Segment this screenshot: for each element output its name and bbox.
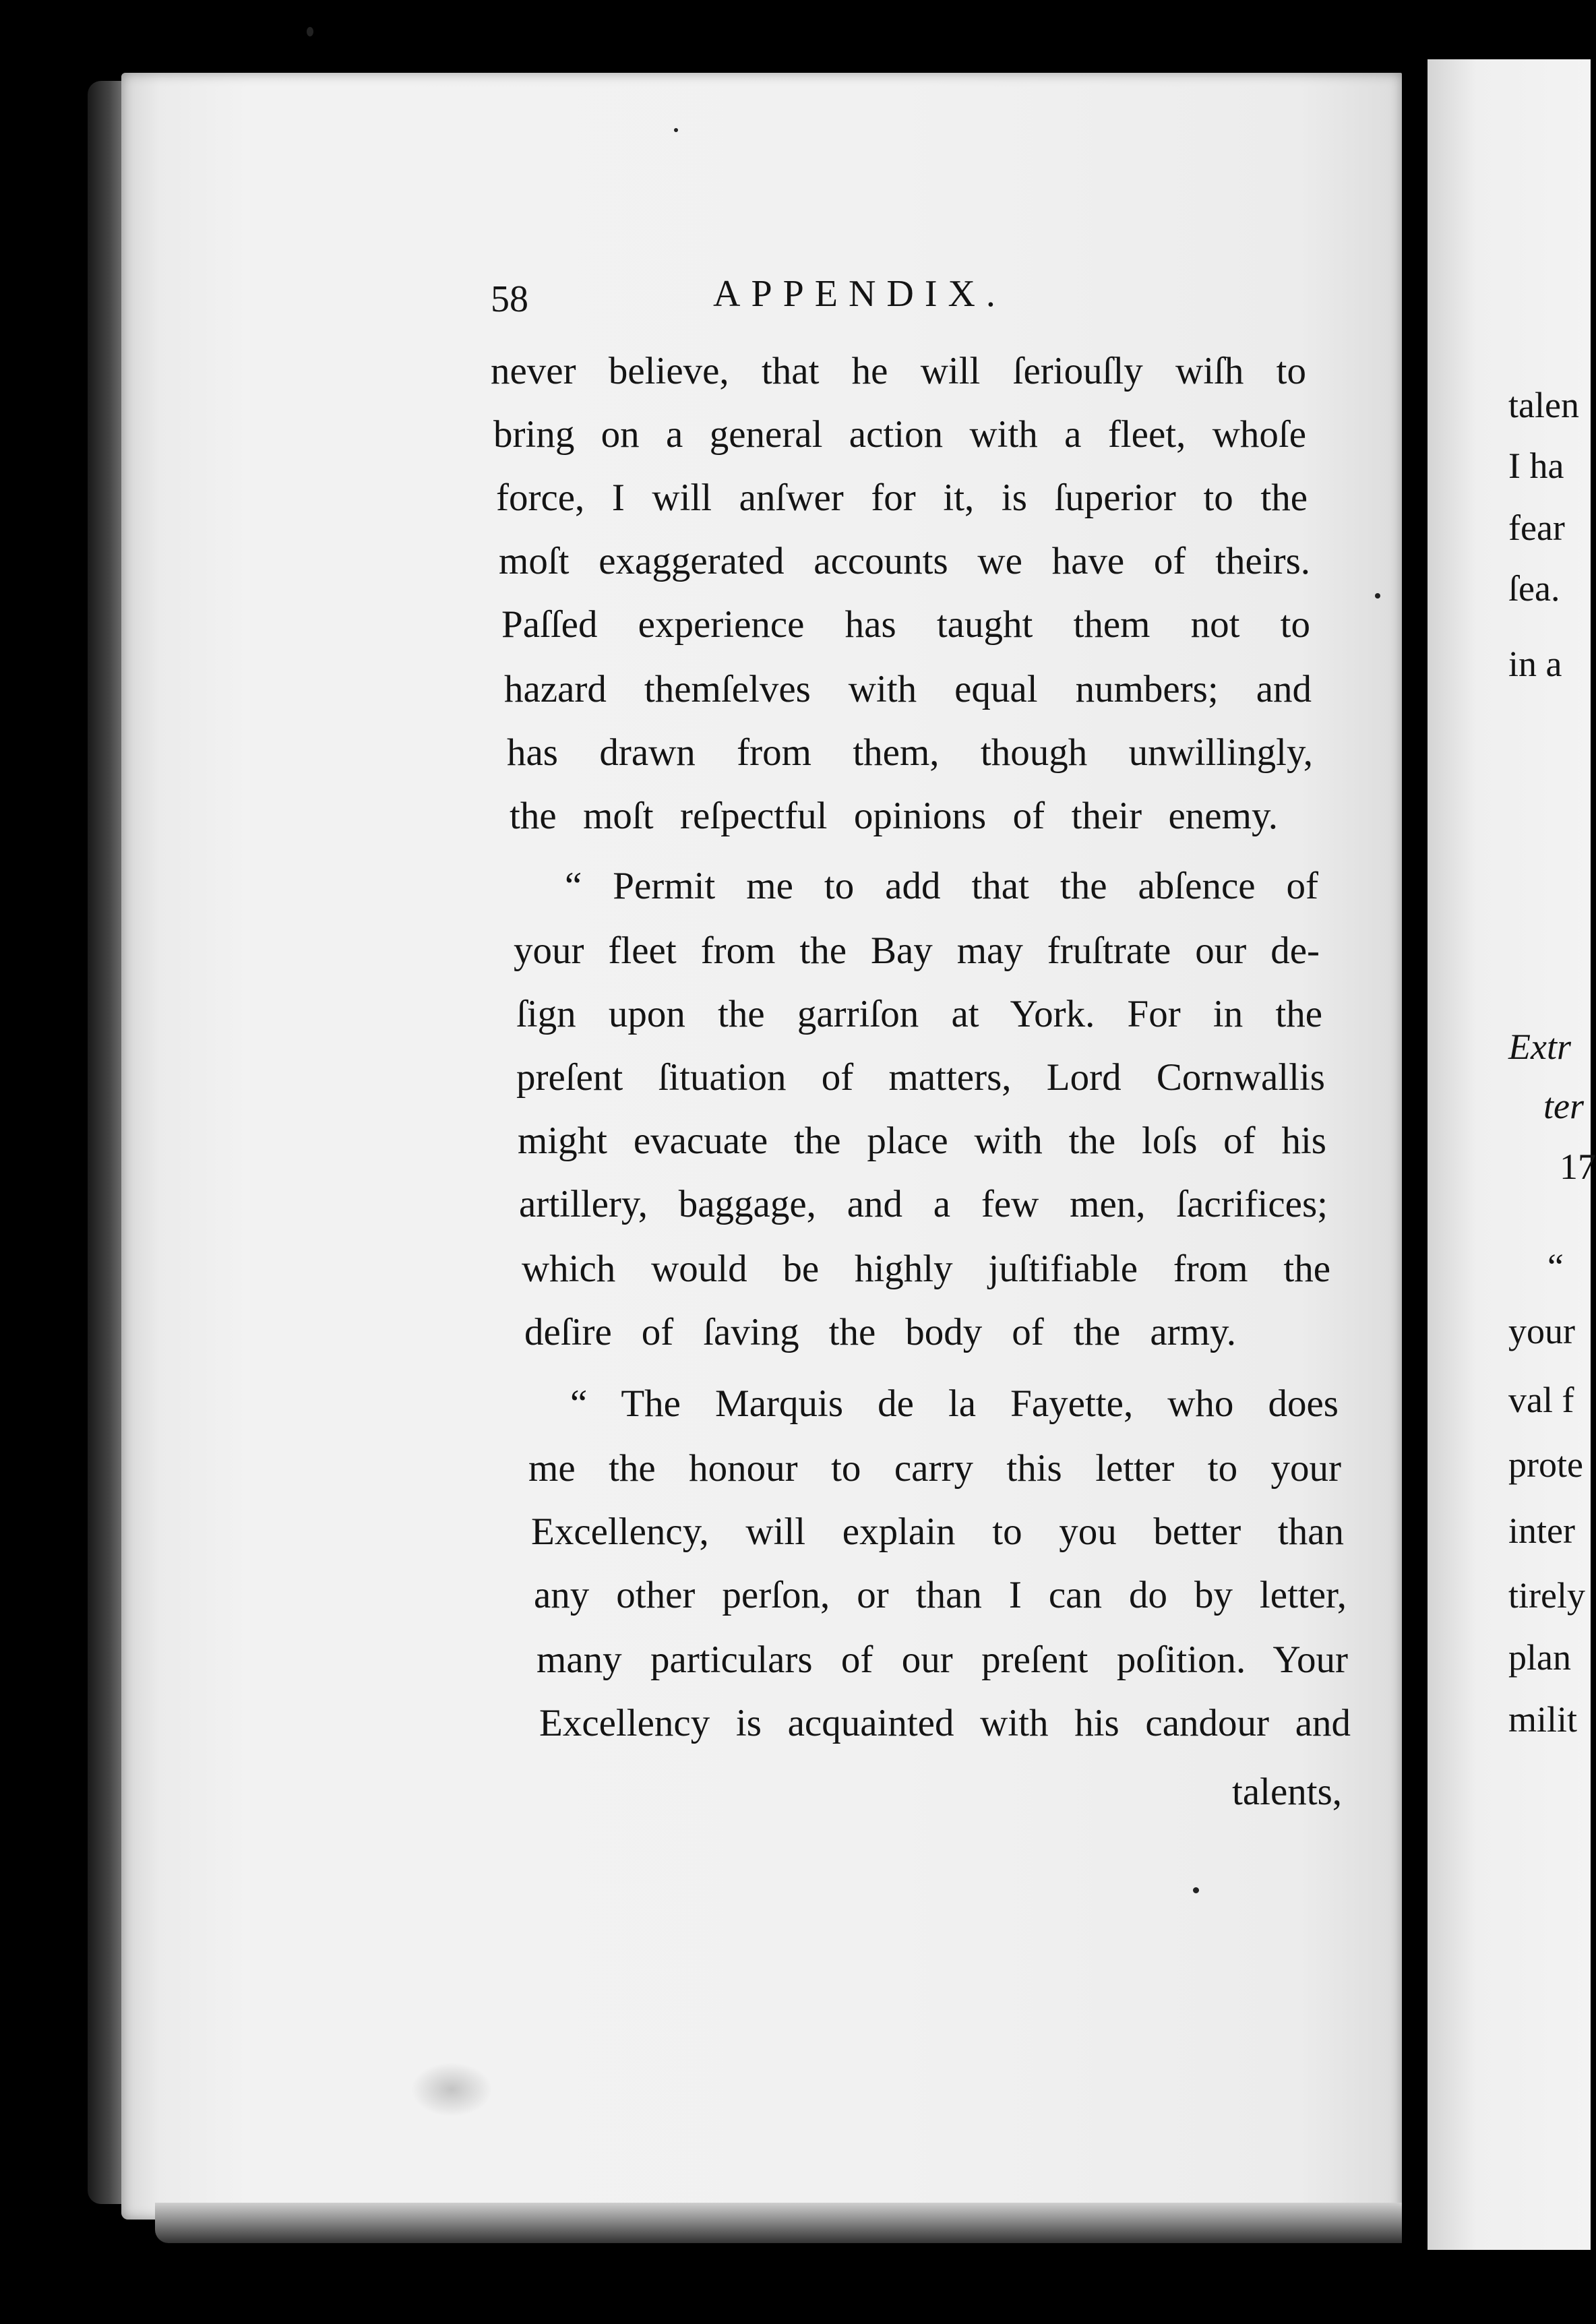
facing-page-fragment: your	[1508, 1311, 1575, 1351]
facing-page-fragment: prote	[1508, 1444, 1583, 1485]
page-number: 58	[491, 278, 528, 320]
facing-page-fragment: 17	[1560, 1146, 1596, 1187]
dust-speck	[1193, 1887, 1199, 1893]
page-smudge	[411, 2062, 492, 2116]
text-line: preſent ſituation of matters, Lord Cornwallis	[516, 1056, 1325, 1099]
text-line: any other perſon, or than I can do by letter,	[534, 1574, 1347, 1616]
text-line: Excellency, will explain to you better than	[531, 1510, 1344, 1553]
facing-page-fragment: milit	[1508, 1699, 1578, 1740]
book-gutter	[1402, 40, 1428, 2278]
text-line: Excellency is acquainted with his candour and	[539, 1702, 1351, 1744]
text-line: force, I will anſwer for it, is ſuperior to the	[496, 477, 1308, 519]
dust-speck	[307, 27, 313, 36]
text-line: has drawn from them, though unwillingly,	[507, 731, 1313, 774]
facing-page-fragment: talen	[1508, 385, 1579, 425]
facing-page-fragment: ſea.	[1508, 568, 1560, 609]
text-line: many particulars of our preſent poſition. Your	[536, 1639, 1348, 1681]
running-head: APPENDIX.	[713, 273, 1006, 315]
facing-page-fragment: plan	[1508, 1637, 1571, 1678]
facing-page-fragment: in a	[1508, 644, 1562, 684]
facing-page-fragment: fear	[1508, 508, 1565, 548]
facing-page-fragment: inter	[1508, 1510, 1575, 1551]
page-bottom-edge	[155, 2203, 1415, 2243]
facing-page-fragment: “	[1547, 1246, 1564, 1287]
dust-speck	[1375, 593, 1380, 599]
facing-page-fragment: ter	[1543, 1086, 1584, 1126]
text-line: moſt exaggerated accounts we have of theirs.	[499, 540, 1310, 582]
text-line: hazard themſelves with equal numbers; and	[504, 668, 1312, 710]
text-line: bring on a general action with a fleet, whoſe	[493, 413, 1306, 456]
text-line: the moſt reſpectful opinions of their enemy.	[510, 795, 1278, 837]
facing-page-fragment: val f	[1508, 1380, 1574, 1420]
text-line: artillery, baggage, and a few men, ſacrifices;	[519, 1183, 1328, 1225]
text-line: me the honour to carry this letter to your	[528, 1447, 1341, 1490]
text-line: deſire of ſaving the body of the army.	[524, 1311, 1236, 1353]
text-line: Paſſed experience has taught them not to	[501, 603, 1310, 646]
text-line: “ The Marquis de la Fayette, who does	[570, 1382, 1339, 1425]
facing-page-fragment: tirely	[1508, 1575, 1585, 1616]
facing-page-fragment: Extr	[1508, 1027, 1571, 1067]
text-line: “ Permit me to add that the abſence of	[565, 865, 1318, 907]
text-line: ſign upon the garriſon at York. For in the	[516, 993, 1322, 1035]
text-line: your fleet from the Bay may fruſtrate our de-	[514, 929, 1320, 972]
text-line: might evacuate the place with the loſs of his	[518, 1120, 1326, 1162]
text-line: never believe, that he will ſeriouſly wiſh to	[491, 350, 1306, 392]
facing-page-fragment: I ha	[1508, 446, 1564, 486]
dust-speck	[674, 128, 678, 132]
catchword: talents,	[1232, 1771, 1343, 1813]
text-line: which would be highly juſtifiable from the	[522, 1248, 1330, 1290]
